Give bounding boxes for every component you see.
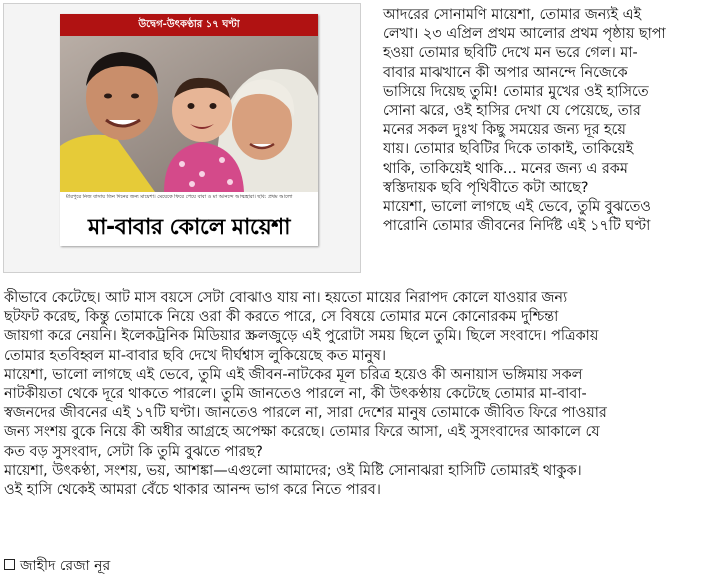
article-line: স্বস্তিদায়ক ছবি পৃথিবীতে কটা আছে? [383, 179, 589, 196]
article-line: জায়গা করে নেয়নি। ইলেকট্রনিক মিডিয়ার স্ক্রলজুড়ে এই পুরোটা সময় ছিলে তুমি। ছিলে সংবাদে। পত্রিকায় [4, 328, 599, 345]
clipping-kicker: উদ্বেগ-উৎকণ্ঠার ১৭ ঘণ্টা [60, 14, 318, 36]
article-line: যায়। তোমার ছবিটির দিকে তাকাই, তাকিয়েই [383, 141, 634, 158]
article-full-width [4, 289, 607, 500]
article-line: মায়েশা, ভালো লাগছে এই ভেবে, তুমি বুঝতেও [383, 198, 651, 215]
article-line: বাবার মাঝখানে কী অপার আনন্দে নিজেকে [383, 64, 628, 81]
article-line: ছটফট করেছ, কিন্তু তোমাকে নিয়ে ওরা কী করতে পারে, সে বিষয়ে তোমার মনে কোনোরকম দুশ্চিন্তা [4, 309, 559, 326]
article-line: হওয়া তোমার ছবিটি দেখে মন ভরে গেল। মা- [383, 45, 638, 62]
article-line: মনের সকল দুঃখ কিছু সময়ের জন্য দূর হয়ে [383, 122, 626, 139]
article-line: ওই হাসি থেকেই আমরা বেঁচে থাকার আনন্দ ভাগ করে নিতে পারব। [4, 481, 381, 498]
article-line: ভাসিয়ে দিয়েছ তুমি! তোমার মুখের ওই হাসিতে [383, 83, 649, 100]
author-name: জাহীদ রেজা নূর [20, 558, 111, 574]
newspaper-clipping-frame [3, 3, 361, 273]
clipping-caption: মীরপুরে নিজ বাসায় তিন দিনের জন্য মায়েশা। মেয়েকে ফিরে পেয়ে বাবা ও মা আনন্দে আত্মহারা। ছবি: প্রথম আলো [66, 194, 293, 200]
family-photo [60, 36, 318, 192]
article-line: কীভাবে কেটেছে। আট মাস বয়সে সেটা বোঝাও যায় না। হয়তো মায়ের নিরাপদ কোলে যাওয়ার জন্য [4, 290, 568, 306]
article-line: মায়েশা, উৎকণ্ঠা, সংশয়, ভয়, আশঙ্কা—এগুলো আমাদের; ওই মিষ্টি সোনাঝরা হাসিটি তোমারই থাকুক। [4, 462, 582, 479]
article-line: নাটকীয়তা থেকে দূরে থাকতে পারলে। তুমি জানতেও পারলে না, কী উৎকণ্ঠায় কেটেছে তোমার মা-বাবা- [4, 385, 587, 402]
article-line: সোনা ঝরে, ওই হাসির দেখা যে পেয়েছে, তার [383, 102, 641, 119]
checkbox-icon [4, 559, 15, 570]
article-line: তোমার হতবিহ্বল মা-বাবার ছবি দেখে দীর্ঘশ্বাস লুকিয়েছে কত মানুষ। [4, 347, 387, 364]
article-line: আদরের সোনামণি মায়েশা, তোমার জন্যই এই [383, 7, 642, 23]
newspaper-clipping [60, 14, 318, 246]
author-signature [4, 554, 110, 578]
family-photo-illustration [60, 36, 318, 192]
article-line: থাকি, তাকিয়েই থাকি... মনের জন্য এ রকম [383, 160, 628, 177]
clipping-headline: মা-বাবার কোলে মায়েশা [87, 215, 291, 240]
article-line: কত বড় সুসংবাদ, সেটা কি তুমি বুঝতে পারছ? [4, 443, 263, 460]
article-line: জন্য সংশয় বুকে নিয়ে কী অধীর আগ্রহে অপেক্ষা করেছে। তোমার ফিরে আসা, এই সুসংবাদের আকালে যে [4, 424, 600, 441]
article-line: পারোনি তোমার জীবনের নির্দিষ্ট এই ১৭টি ঘণ্টা [383, 218, 651, 235]
article-line: স্বজনদের জীবনের এই ১৭টি ঘণ্টা। জানতেও পারলে না, সারা দেশের মানুষ তোমাকে জীবিত ফিরে পাওয়ার [4, 405, 607, 422]
article-line: লেখা। ২৩ এপ্রিল প্রথম আলোর প্রথম পৃষ্ঠায় ছাপা [383, 26, 666, 43]
article-line: মায়েশা, ভালো লাগছে এই ভেবে, তুমি এই জীবন-নাটকের মূল চরিত্র হয়েও কী অনায়াস ভঙ্গিমায় সকল [4, 366, 583, 383]
article-right-column [383, 6, 666, 236]
